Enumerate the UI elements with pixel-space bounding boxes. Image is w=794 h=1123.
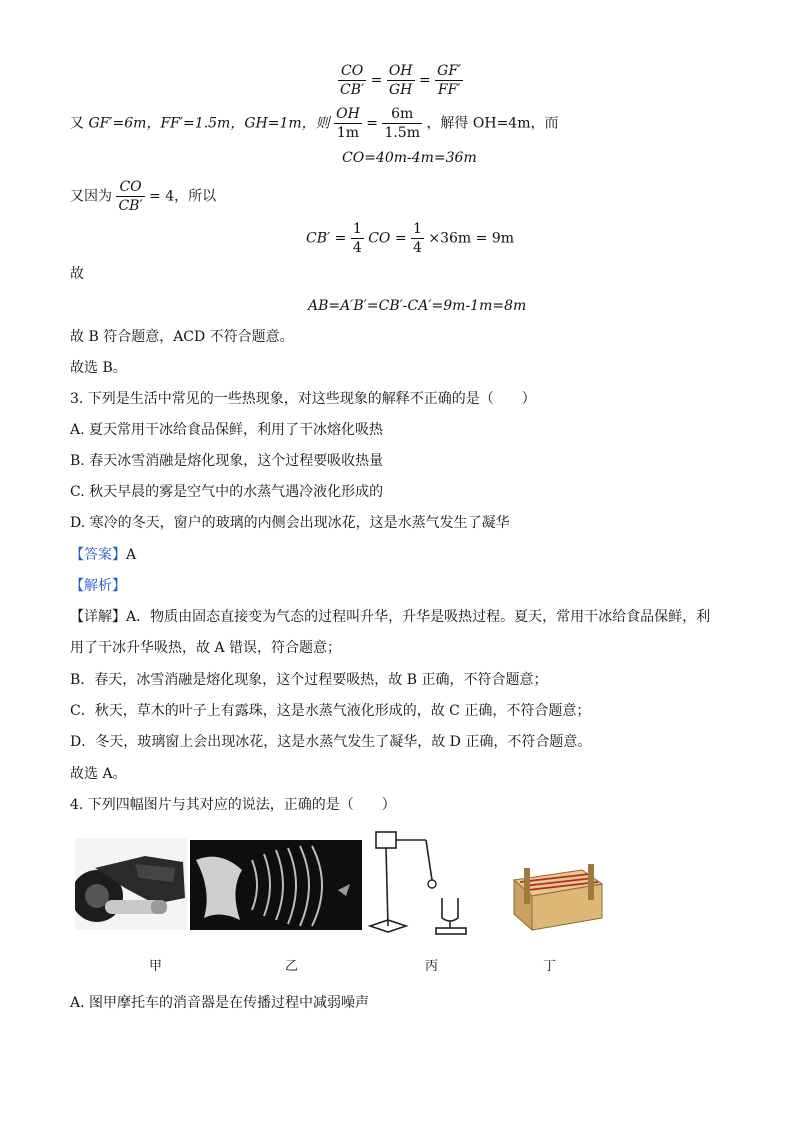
co-line: CO=40m-4m=36m — [342, 150, 477, 166]
motorcycle-figure — [75, 838, 187, 930]
ratio-equation: $\frac{CO}{CB'}$ = $\frac{OH}{GH}$ = $\frac{GF'}{FF'}$ — [340, 63, 462, 98]
conclusion-line: 故 B 符合题意，ACD 不符合题意。 — [70, 329, 294, 345]
because-line: 又因为 $\frac{CO}{CB'}$ = 4，所以 — [70, 179, 217, 214]
fraction: $\frac{OH}{1m}$ — [336, 106, 360, 141]
q3-stem: 3. 下列是生活中常见的一些热现象，对这些现象的解释不正确的是（ ） — [70, 391, 536, 407]
detail-tag: 【详解】 — [70, 609, 126, 625]
fraction: $\frac{1}{4}$ — [413, 221, 422, 256]
fraction: $\frac{6m}{1.5m}$ — [384, 106, 420, 141]
figure-caption-jia: 甲 — [149, 959, 163, 974]
fraction: $\frac{CO}{CB'}$ — [340, 63, 365, 98]
fraction: $\frac{CO}{CB'}$ — [118, 179, 143, 214]
fraction: $\frac{GF'}{FF'}$ — [437, 63, 462, 98]
analysis-tag: 【解析】 — [70, 578, 126, 594]
q3-option-a: A. 夏天常用干冰给食品保鲜，利用了干冰熔化吸热 — [70, 422, 384, 438]
q3-detail-1: 【详解】A．物质由固态直接变为气态的过程叫升华，升华是吸热过程。夏天，常用干冰给食品保鲜，利 — [70, 609, 711, 625]
bat-ultrasound-figure — [190, 840, 362, 930]
answer-tag: 【答案】 — [70, 547, 126, 563]
choose-line: 故选 B。 — [70, 360, 127, 376]
known-values-line: 又 GF′=6m，FF′=1.5m，GH=1m，则 $\frac{OH}{1m}$ = $\frac{6m}{1.5m}$ ，解得 OH=4m，而 — [70, 106, 559, 141]
gu-line: 故 — [70, 266, 84, 282]
figure-caption-ding: 丁 — [543, 959, 557, 974]
figure-caption-yi: 乙 — [285, 959, 299, 974]
q3-answer — [70, 545, 136, 565]
figure-caption-bing: 丙 — [425, 959, 439, 974]
fraction: $\frac{OH}{GH}$ — [388, 63, 413, 98]
q3-detail-2: 用了干冰升华吸热，故 A 错误，符合题意； — [70, 640, 342, 656]
q4-stem: 4. 下列四幅图片与其对应的说法，正确的是（ ） — [70, 797, 396, 813]
q3-detail-5: D．冬天，玻璃窗上会出现冰花，这是水蒸气发生了凝华，故 D 正确，不符合题意。 — [70, 734, 592, 750]
fraction: $\frac{1}{4}$ — [352, 221, 362, 256]
answer-value: A — [126, 547, 137, 563]
q4-option-a: A. 图甲摩托车的消音器是在传播过程中减弱噪声 — [70, 995, 370, 1011]
q3-choose: 故选 A。 — [70, 766, 127, 782]
q3-option-b: B. 春天冰雪消融是熔化现象，这个过程要吸收热量 — [70, 453, 384, 469]
q3-option-c: C. 秋天早晨的雾是空气中的水蒸气遇冷液化形成的 — [70, 484, 384, 500]
q3-detail-4: C．秋天，草木的叶子上有露珠，这是水蒸气液化形成的，故 C 正确，不符合题意； — [70, 703, 591, 719]
rubber-band-box-figure — [504, 860, 608, 934]
ab-line: AB=A′B′=CB′-CA′=9m-1m=8m — [308, 298, 527, 314]
cb-line: CB′ = $\frac{1}{4}$ CO = $\frac{1}{4}$ ×36m = 9m — [306, 221, 515, 256]
q3-detail-3: B．春天，冰雪消融是熔化现象，这个过程要吸热，故 B 正确，不符合题意； — [70, 672, 548, 688]
tuning-fork-figure — [364, 828, 482, 944]
q3-option-d: D. 寒冷的冬天，窗户的玻璃的内侧会出现冰花，这是水蒸气发生了凝华 — [70, 515, 510, 531]
